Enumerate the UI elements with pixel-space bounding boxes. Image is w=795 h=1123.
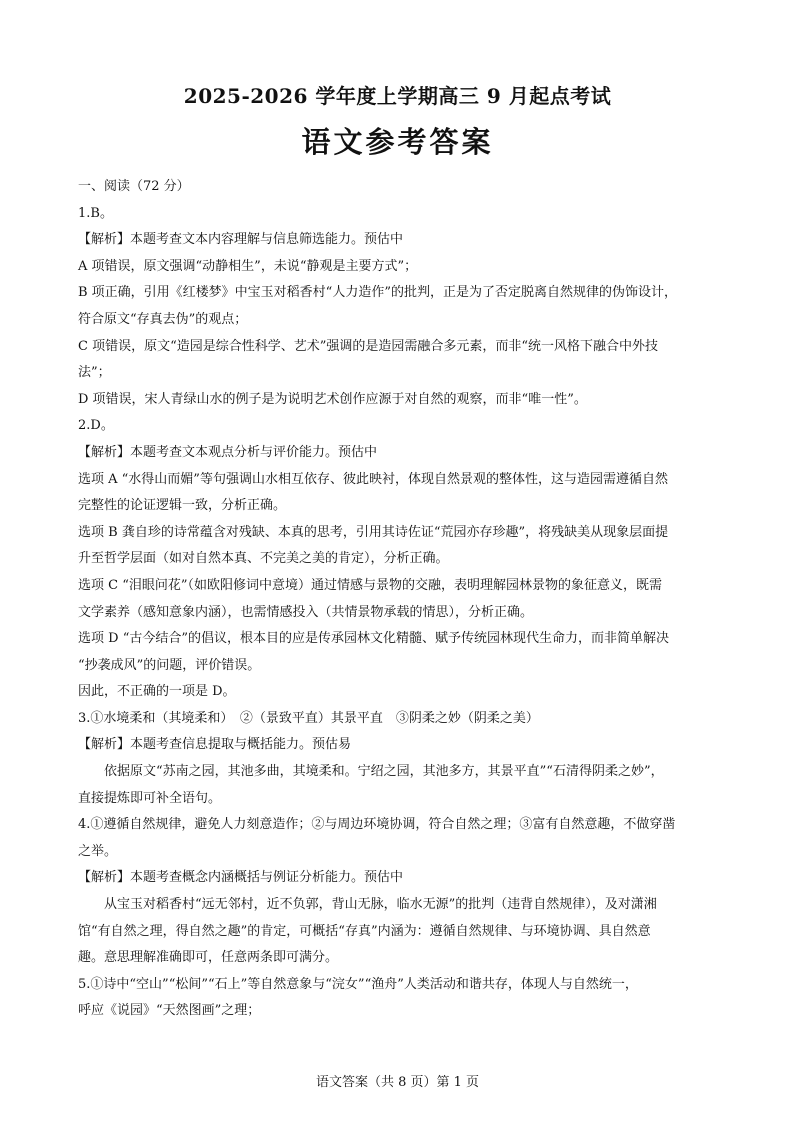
q4-answer-line2: 之举。 [78,843,118,859]
answer-body [78,174,724,1025]
q4-explanation-line1: 从宝玉对稻香村“远无邻村，近不负郭，背山无脉，临水无源”的批判（违背自然规律），及对潇湘 [104,897,657,913]
q1-analysis: 【解析】本题考查文本内容理解与信息筛选能力。预估中 [78,232,404,248]
q1-option-c-line2: 法”； [78,365,111,381]
q2-option-a-line2: 完整性的论证逻辑一致，分析正确。 [78,498,287,514]
section-title: 一、阅读（72 分） [78,179,190,194]
q2-option-c-line2: 文学素养（感知意象内涵），也需情感投入（共情景物承载的情思），分析正确。 [78,604,534,620]
q2-option-b-line2: 升至哲学层面（如对自然本真、不完美之美的肯定），分析正确。 [78,551,449,567]
q1-option-b-line2: 符合原文“存真去伪”的观点； [78,311,248,327]
q3-analysis: 【解析】本题考查信息提取与概括能力。预估易 [78,737,352,753]
q2-option-b-line1: 选项 B 龚自珍的诗常蕴含对残缺、本真的思考，引用其诗佐证“荒园亦存珍趣”，将残缺美从现象层面提 [78,524,669,540]
document-title: 语文参考答案 [301,125,494,159]
q2-conclusion: 因此，不正确的一项是 D。 [78,684,236,700]
q5-answer-line1: 5.①诗中“空山”“松间”“石上”等自然意象与“浣女”“渔舟”人类活动和谐共存，体现人与自然统一， [78,976,638,992]
q4-answer-line1: 4.①遵循自然规律，避免人力刻意造作；②与周边环境协调，符合自然之理；③富有自然意趣，不做穿凿 [78,817,676,833]
q1-option-c-line1: C 项错误，原文“造园是综合性科学、艺术”强调的是造园需融合多元素，而非“统一风格下融合中外技 [78,338,659,354]
q1-answer: 1.B。 [78,205,113,221]
q4-explanation-line3: 趣。意思理解准确即可，任意两条即可满分。 [78,950,339,966]
q1-option-b-line1: B 项正确，引用《红楼梦》中宝玉对稻香村“人力造作”的批判，正是为了否定脱离自然规律的伪饰设计， [78,285,677,301]
exam-title: 2025-2026 学年度上学期高三 9 月起点考试 [183,84,612,108]
q2-option-c-line1: 选项 C “泪眼问花”（如欧阳修词中意境）通过情感与景物的交融，表明理解园林景物的象征意义，既需 [78,577,663,593]
q2-option-a-line1: 选项 A “水得山而媚”等句强调山水相互依存、彼此映衬，体现自然景观的整体性，这与造园需遵循自然 [78,471,668,487]
page-footer: 语文答案（共 8 页）第 1 页 [315,1075,480,1090]
q1-option-d: D 项错误，宋人青绿山水的例子是为说明艺术创作应源于对自然的观察，而非“唯一性”。 [78,391,587,407]
q2-answer: 2.D。 [78,418,114,434]
q3-answer: 3.①水境柔和（其境柔和） ②（景致平直）其景平直 ③阴柔之妙（阴柔之美） [78,710,539,726]
q2-option-d-line1: 选项 D “古今结合”的倡议，根本目的应是传承园林文化精髓、赋予传统园林现代生命力，而非简单解决 [78,631,669,647]
q3-explanation-line2: 直接提炼即可补全语句。 [78,790,222,806]
q4-explanation-line2: 馆“有自然之理，得自然之趣”的肯定，可概括“存真”内涵为：遵循自然规律、与环境协调、具自然意 [78,923,651,939]
q5-answer-line2: 呼应《说园》“天然图画”之理； [78,1003,261,1019]
q2-analysis: 【解析】本题考查文本观点分析与评价能力。预估中 [78,444,378,460]
q2-option-d-line2: “抄袭成风”的问题，评价错误。 [78,657,261,673]
q1-option-a: A 项错误，原文强调“动静相生”，未说“静观是主要方式”； [78,258,418,274]
q3-explanation-line1: 依据原文“苏南之园，其池多曲，其境柔和。宁绍之园，其池多方，其景平直”“石清得阴柔之妙”， [104,764,664,780]
q4-analysis: 【解析】本题考查概念内涵概括与例证分析能力。预估中 [78,870,404,886]
